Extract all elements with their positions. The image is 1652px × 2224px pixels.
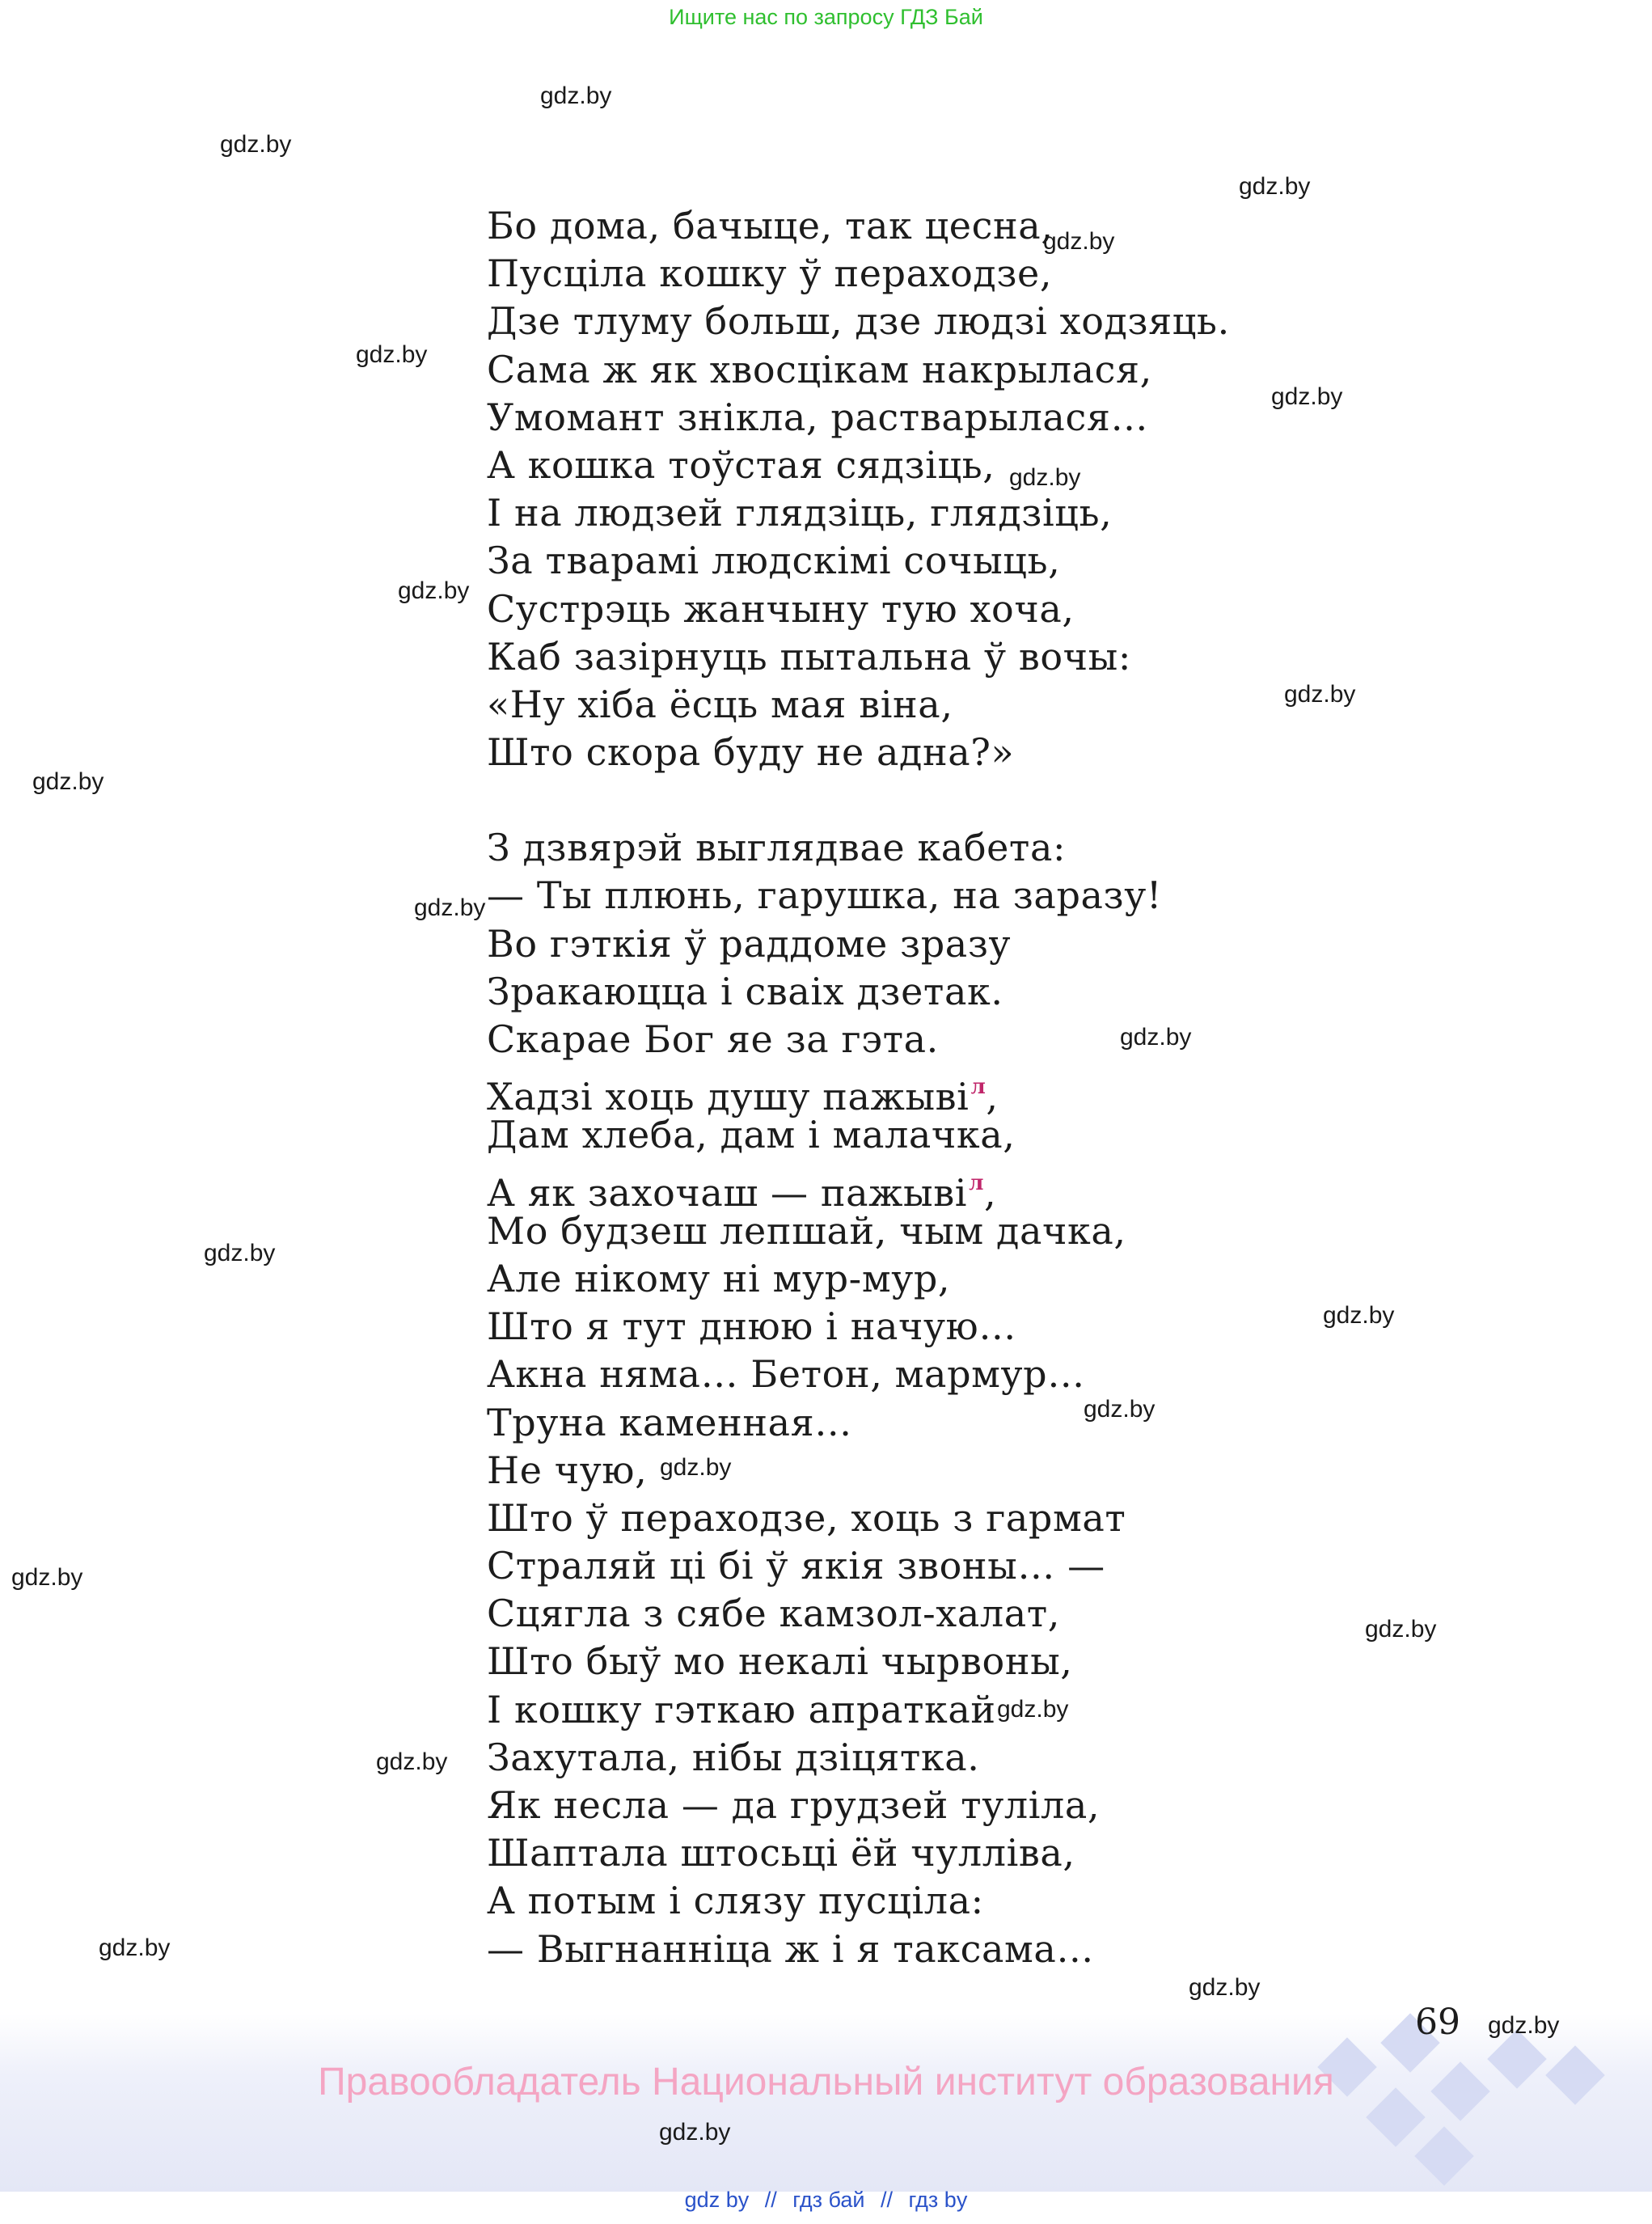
watermark: gdz.by xyxy=(659,2119,731,2146)
line-comma: , xyxy=(984,1170,997,1215)
poem-line: Скарае Бог яе за гэта. xyxy=(487,1017,939,1061)
poem-line: За тварамі людскімі сочыць, xyxy=(487,539,1061,583)
line-comma: , xyxy=(986,1075,999,1119)
watermark: gdz.by xyxy=(376,1748,448,1775)
poem-line: «Ну хіба ёсць мая віна, xyxy=(487,682,953,726)
watermark: gdz.by xyxy=(11,1564,83,1591)
top-search-banner: Ищите нас по запросу ГДЗ Бай xyxy=(669,5,983,29)
watermark: gdz.by xyxy=(99,1934,171,1961)
poem-line: Пусціла кошку ў пераходзе, xyxy=(487,252,1053,296)
footer-link-gdz-bai[interactable]: гдз бай xyxy=(792,2188,865,2212)
watermark: gdz.by xyxy=(1084,1396,1156,1423)
stanza-gap xyxy=(487,776,1376,824)
poem-line: Дам хлеба, дам і малачка, xyxy=(487,1113,1016,1157)
poem-line: І кошку гэткаю апраткай xyxy=(487,1687,996,1731)
poem-text xyxy=(487,202,1376,1973)
poem-line: Сцягла з сябе камзол-халат, xyxy=(487,1592,1060,1636)
footer-link-gdz-by-cyr[interactable]: гдз by xyxy=(908,2188,968,2212)
poem-line: Шаптала штосьці ёй чулліва, xyxy=(487,1831,1075,1875)
footer-link-gdz-by[interactable]: gdz by xyxy=(684,2188,750,2212)
watermark: gdz.by xyxy=(356,341,428,368)
poem-line: Каб зазірнуць пытальна ў вочы: xyxy=(487,634,1131,679)
footer-separator: // xyxy=(881,2188,894,2212)
poem-line: Сама ж як хвосцікам накрылася, xyxy=(487,347,1152,391)
glossary-mark: л xyxy=(970,1075,987,1100)
watermark: gdz.by xyxy=(220,131,292,158)
watermark: gdz.by xyxy=(1488,2012,1560,2039)
watermark: gdz.by xyxy=(1271,383,1343,410)
poem-line: Што я тут днюю і начую… xyxy=(487,1304,1016,1349)
watermark: gdz.by xyxy=(204,1240,276,1266)
watermark: gdz.by xyxy=(1284,681,1356,708)
watermark: gdz.by xyxy=(540,82,612,109)
poem-line: Страляй ці бі ў якія звоны… — xyxy=(487,1544,1105,1588)
copyright-notice: Правообладатель Национальный институт образования xyxy=(318,2061,1334,2103)
poem-line: — Выгнанніца ж і я таксама… xyxy=(487,1926,1095,1971)
stanza-1 xyxy=(487,202,1376,776)
poem-line: Зракаюцца і сваіх дзетак. xyxy=(487,969,1003,1013)
poem-line: Акна няма… Бетон, мармур… xyxy=(487,1352,1085,1397)
watermark: gdz.by xyxy=(997,1696,1069,1723)
poem-line: Мо будзеш лепшай, чым дачка, xyxy=(487,1208,1126,1253)
page-number: 69 xyxy=(1415,2002,1460,2043)
poem-line-text: А як захочаш — пажыві xyxy=(487,1170,968,1215)
poem-line: Умомант знікла, растварылася… xyxy=(487,395,1149,439)
poem-line: А потым і слязу пусціла: xyxy=(487,1879,984,1923)
poem-line: Што скора буду не адна?» xyxy=(487,730,1015,775)
watermark: gdz.by xyxy=(1189,1974,1261,2001)
watermark: gdz.by xyxy=(398,577,470,604)
poem-line: Не чую, xyxy=(487,1448,648,1492)
poem-line: Што ў пераходзе, хоць з гармат xyxy=(487,1495,1126,1540)
poem-line: Што быў мо некалі чырвоны, xyxy=(487,1639,1073,1684)
watermark: gdz.by xyxy=(1043,228,1115,255)
watermark: gdz.by xyxy=(1120,1024,1192,1051)
watermark: gdz.by xyxy=(32,768,104,795)
poem-line: А кошка тоўстая сядзіць, xyxy=(487,442,995,487)
poem-line: Але нікому ні мур-мур, xyxy=(487,1256,951,1300)
poem-line: Дзе тлуму больш, дзе людзі ходзяць. xyxy=(487,299,1230,344)
poem-line-text: Хадзі хоць душу пажыві xyxy=(487,1075,970,1119)
watermark: gdz.by xyxy=(1323,1302,1395,1329)
poem-line: Сустрэць жанчыну тую хоча, xyxy=(487,586,1075,631)
stanza-2 xyxy=(487,824,1376,1973)
poem-line: І на людзей глядзіць, глядзіць, xyxy=(487,491,1113,535)
poem-line-accented xyxy=(487,1160,1376,1215)
poem-line: Захутала, нібы дзіцятка. xyxy=(487,1735,980,1779)
poem-line: Бо дома, бачыце, так цесна, xyxy=(487,204,1054,247)
poem-line: Труна каменная… xyxy=(487,1400,852,1444)
glossary-mark: л xyxy=(969,1170,985,1195)
footer-links xyxy=(0,2188,1652,2213)
poem-line: Во гэткія ў раддоме зразу xyxy=(487,921,1012,966)
watermark: gdz.by xyxy=(414,894,486,921)
watermark: gdz.by xyxy=(660,1454,732,1481)
poem-line-accented xyxy=(487,1063,1376,1119)
watermark: gdz.by xyxy=(1365,1616,1437,1643)
poem-line: З дзвярэй выглядвае кабета: xyxy=(487,826,1067,870)
footer-separator: // xyxy=(764,2188,777,2212)
watermark: gdz.by xyxy=(1009,464,1081,491)
watermark: gdz.by xyxy=(1239,173,1311,200)
poem-line: — Ты плюнь, гарушка, на заразу! xyxy=(487,873,1162,918)
poem-line: Як несла — да грудзей туліла, xyxy=(487,1783,1101,1827)
